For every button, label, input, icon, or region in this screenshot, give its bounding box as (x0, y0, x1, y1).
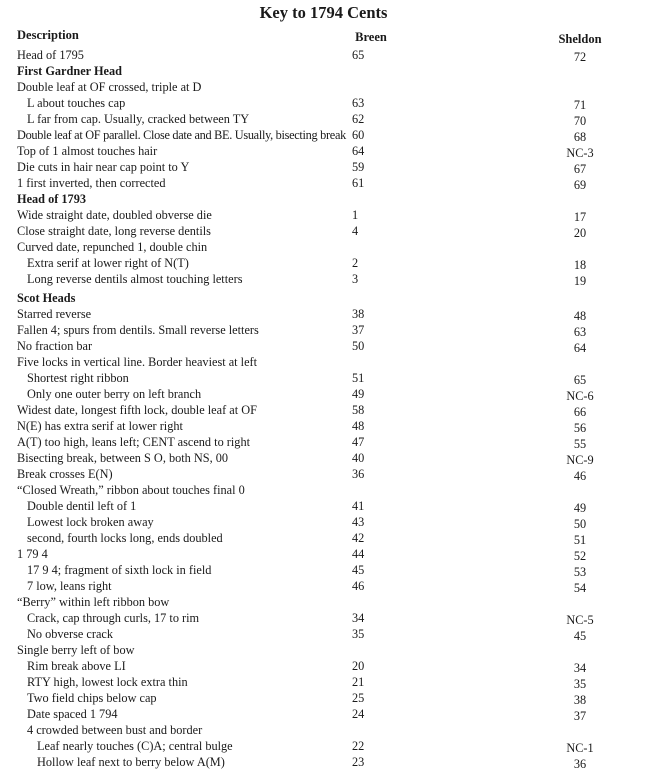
table-row (0, 738, 647, 754)
description-cell: 17 9 4; fragment of sixth lock in field (27, 563, 212, 577)
breen-cell: 40 (352, 451, 365, 465)
breen-cell: 25 (352, 691, 365, 705)
description-cell: Double leaf at OF crossed, triple at D (17, 80, 202, 94)
table-row (0, 322, 647, 338)
table-row (0, 514, 647, 530)
table-row (0, 255, 647, 271)
breen-cell: 46 (352, 579, 365, 593)
breen-cell: 62 (352, 112, 365, 126)
sheldon-cell: 34 (573, 661, 587, 675)
table-row (0, 722, 647, 738)
table-row (0, 754, 647, 770)
sheldon-cell: 45 (573, 629, 587, 643)
table-row (0, 530, 647, 546)
table-row (0, 159, 647, 175)
sheldon-cell: 46 (573, 469, 587, 483)
description-cell: Rim break above LI (27, 659, 126, 673)
description-cell: Double leaf at OF parallel. Close date and BE. Usually, bisecting break (17, 128, 346, 142)
sheldon-cell: 55 (573, 437, 587, 451)
breen-cell: 49 (352, 387, 365, 401)
table-row (0, 418, 647, 434)
description-cell: Starred reverse (17, 307, 92, 321)
sheldon-cell: 38 (573, 693, 587, 707)
description-cell: Hollow leaf next to berry below A(M) (37, 755, 225, 769)
breen-cell: 50 (352, 339, 365, 353)
description-cell: Extra serif at lower right of N(T) (27, 256, 189, 270)
sheldon-cell: 65 (573, 373, 587, 387)
breen-cell: 20 (352, 659, 365, 673)
table-row (0, 674, 647, 690)
sheldon-cell: 68 (573, 130, 587, 144)
breen-cell: 43 (352, 515, 365, 529)
breen-cell: 60 (352, 128, 365, 142)
table-row (0, 223, 647, 239)
sheldon-cell: 49 (573, 501, 587, 515)
breen-cell: 2 (352, 256, 359, 270)
description-cell: Fallen 4; spurs from dentils. Small reverse letters (17, 323, 259, 337)
breen-cell: 65 (352, 48, 365, 62)
table-row (0, 642, 647, 658)
description-cell: Lowest lock broken away (27, 515, 154, 529)
sheldon-cell: 51 (573, 533, 587, 547)
sheldon-cell: NC-6 (566, 389, 594, 403)
breen-cell: 22 (352, 739, 365, 753)
table-row (0, 482, 647, 498)
breen-cell: 41 (352, 499, 365, 513)
breen-cell: 45 (352, 563, 365, 577)
sheldon-cell: 53 (573, 565, 587, 579)
column-header-sheldon: Sheldon (558, 32, 602, 46)
breen-cell: 63 (352, 96, 365, 110)
description-cell: Five locks in vertical line. Border heaviest at left (17, 355, 258, 369)
table-row (0, 578, 647, 594)
description-cell: N(E) has extra serif at lower right (17, 419, 183, 433)
description-cell: Crack, cap through curls, 17 to rim (27, 611, 200, 625)
sheldon-cell: 36 (573, 757, 587, 771)
table-row (0, 386, 647, 402)
description-cell: No obverse crack (27, 627, 114, 641)
sheldon-cell: 67 (573, 162, 587, 176)
sheldon-cell: NC-5 (566, 613, 594, 627)
breen-cell: 58 (352, 403, 365, 417)
sheldon-cell: 72 (573, 50, 587, 64)
description-cell: Double dentil left of 1 (27, 499, 137, 513)
table-row (0, 338, 647, 354)
sheldon-cell: 71 (573, 98, 587, 112)
table-row (0, 95, 647, 111)
table-row (0, 79, 647, 95)
sheldon-cell: 17 (573, 210, 587, 224)
breen-cell: 24 (352, 707, 365, 721)
breen-cell: 38 (352, 307, 365, 321)
description-cell: Close straight date, long reverse dentils (17, 224, 211, 238)
breen-cell: 64 (352, 144, 365, 158)
description-cell: RTY high, lowest lock extra thin (27, 675, 188, 689)
sheldon-cell: 37 (573, 709, 587, 723)
sheldon-cell: NC-9 (566, 453, 594, 467)
breen-cell: 3 (352, 272, 359, 286)
page-title: Key to 1794 Cents (259, 3, 388, 22)
description-cell: Break crosses E(N) (17, 467, 113, 481)
table-row (0, 434, 647, 450)
description-cell: 7 low, leans right (27, 579, 112, 593)
description-cell: Die cuts in hair near cap point to Y (17, 160, 190, 174)
section-heading-row (0, 63, 647, 79)
description-cell: Single berry left of bow (17, 643, 135, 657)
column-header-description: Description (17, 28, 79, 42)
table-row (0, 354, 647, 370)
sheldon-cell: 48 (573, 309, 587, 323)
table-row (0, 370, 647, 386)
table-row (0, 450, 647, 466)
section-heading: Scot Heads (17, 291, 76, 305)
table-row (0, 271, 647, 287)
sheldon-cell: NC-1 (566, 741, 594, 755)
description-cell: Date spaced 1 794 (27, 707, 118, 721)
section-heading: First Gardner Head (17, 64, 122, 78)
description-cell: Bisecting break, between S O, both NS, 00 (17, 451, 229, 465)
breen-cell: 35 (352, 627, 365, 641)
sheldon-cell: 35 (573, 677, 587, 691)
table-row (0, 562, 647, 578)
table-row (0, 111, 647, 127)
description-cell: Head of 1795 (17, 48, 84, 62)
description-cell: Only one outer berry on left branch (27, 387, 202, 401)
table-row (0, 143, 647, 159)
sheldon-cell: 63 (573, 325, 587, 339)
column-header-breen: Breen (355, 30, 387, 44)
breen-cell: 36 (352, 467, 365, 481)
table-row (0, 175, 647, 191)
section-heading-row (0, 290, 647, 306)
table-row (0, 658, 647, 674)
description-cell: No fraction bar (17, 339, 93, 353)
breen-cell: 4 (352, 224, 359, 238)
description-cell: Long reverse dentils almost touching letters (27, 272, 243, 286)
description-cell: L about touches cap (27, 96, 126, 110)
description-cell: 1 79 4 (17, 547, 48, 561)
table-row (0, 127, 647, 143)
sheldon-cell: 69 (573, 178, 587, 192)
breen-cell: 42 (352, 531, 365, 545)
table-row (0, 207, 647, 223)
sheldon-cell: 66 (573, 405, 587, 419)
breen-cell: 44 (352, 547, 365, 561)
table-row (0, 47, 647, 63)
description-cell: second, fourth locks long, ends doubled (27, 531, 223, 545)
sheldon-cell: 20 (573, 226, 587, 240)
sheldon-cell: 64 (573, 341, 587, 355)
description-cell: Shortest right ribbon (27, 371, 129, 385)
description-cell: “Berry” within left ribbon bow (17, 595, 170, 609)
sheldon-cell: 18 (573, 258, 587, 272)
sheldon-cell: NC-3 (566, 146, 594, 160)
table-row (0, 610, 647, 626)
breen-cell: 51 (352, 371, 365, 385)
description-cell: Curved date, repunched 1, double chin (17, 240, 208, 254)
breen-cell: 59 (352, 160, 365, 174)
description-cell: 4 crowded between bust and border (27, 723, 203, 737)
sheldon-cell: 70 (573, 114, 587, 128)
description-cell: L far from cap. Usually, cracked between TY (27, 112, 250, 126)
sheldon-cell: 54 (573, 581, 587, 595)
breen-cell: 34 (352, 611, 365, 625)
table-row (0, 706, 647, 722)
section-heading: Head of 1793 (17, 192, 86, 206)
description-cell: “Closed Wreath,” ribbon about touches final 0 (17, 483, 245, 497)
breen-cell: 61 (352, 176, 365, 190)
breen-cell: 23 (352, 755, 365, 769)
table-row (0, 306, 647, 322)
table-row (0, 626, 647, 642)
section-heading-row (0, 191, 647, 207)
breen-cell: 48 (352, 419, 365, 433)
breen-cell: 37 (352, 323, 365, 337)
description-cell: Wide straight date, doubled obverse die (17, 208, 212, 222)
description-cell: A(T) too high, leans left; CENT ascend to right (17, 435, 251, 449)
breen-cell: 21 (352, 675, 365, 689)
description-cell: Top of 1 almost touches hair (17, 144, 158, 158)
table-row (0, 498, 647, 514)
sheldon-cell: 19 (573, 274, 587, 288)
table-row (0, 690, 647, 706)
description-cell: Widest date, longest fifth lock, double leaf at OF (17, 403, 257, 417)
description-cell: Two field chips below cap (27, 691, 157, 705)
sheldon-cell: 56 (573, 421, 587, 435)
table-row (0, 402, 647, 418)
description-cell: Leaf nearly touches (C)A; central bulge (37, 739, 233, 753)
breen-cell: 1 (352, 208, 359, 222)
description-cell: 1 first inverted, then corrected (17, 176, 166, 190)
breen-cell: 47 (352, 435, 365, 449)
sheldon-cell: 50 (573, 517, 587, 531)
table-row (0, 546, 647, 562)
sheldon-cell: 52 (573, 549, 587, 563)
table-row (0, 466, 647, 482)
table-row (0, 239, 647, 255)
table-row (0, 594, 647, 610)
